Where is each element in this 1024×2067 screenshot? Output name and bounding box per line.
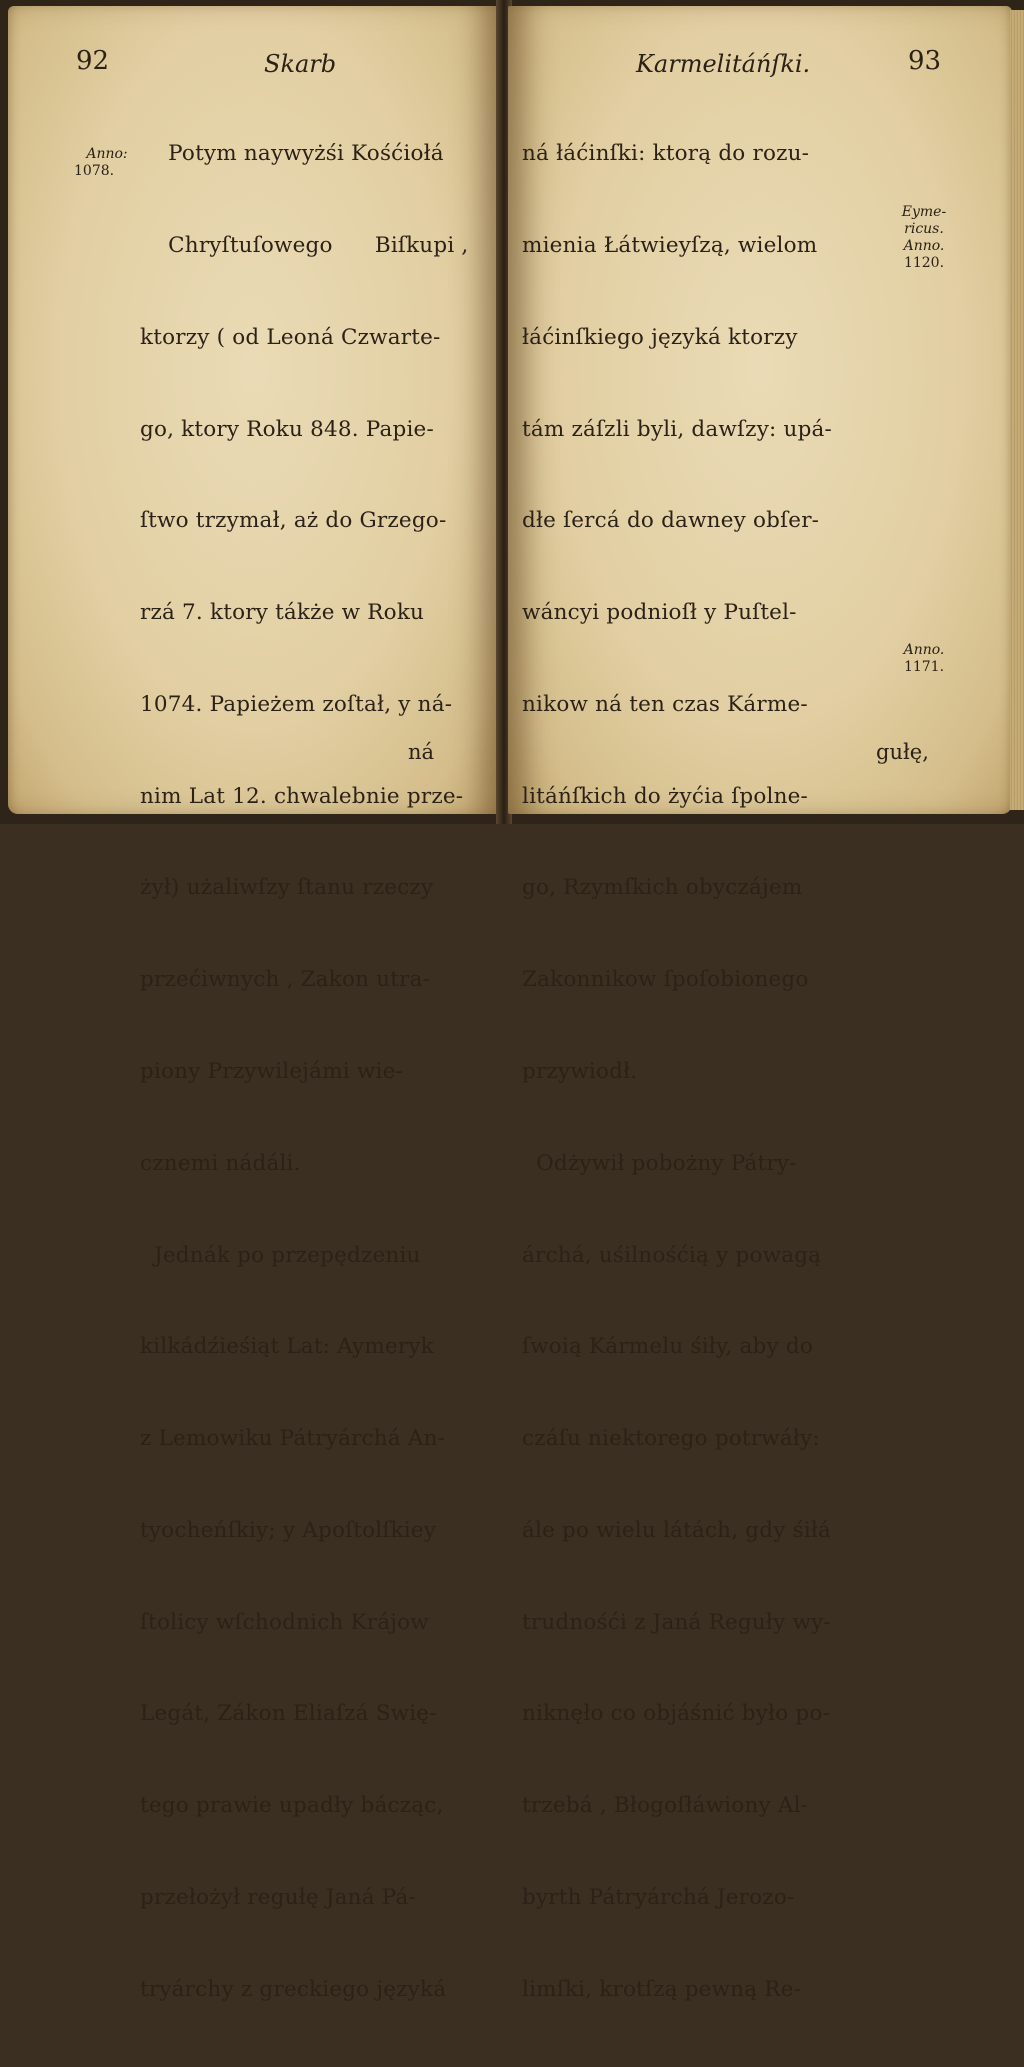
text-line: ſtwo trzymał, aż do Grzego- [140,508,447,534]
text-line: 1074. Papieżem zoſtał, y ná- [140,691,453,717]
right-page [508,6,1012,2002]
side-note-left [72,146,142,180]
text-line: trudnośći z Janá Reguły wy- [522,1609,831,1635]
side-note-label: Anno. [903,238,945,254]
side-note-year: 1120. [903,255,945,271]
text-line: przywiodł. [522,1059,638,1084]
text-line: byrth Pátryárchá Jerozo- [522,1885,795,1911]
side-note-year: 1171. [903,659,945,675]
text-line: Chryſtuſowego Biſkupi , [140,232,469,258]
page-number-right: 93 [908,46,942,76]
text-line: cznemi nádáli. [140,1150,301,1176]
text-line: Zakonnikow ſpoſobionego [522,967,809,993]
side-note-label: ricus. [904,221,944,237]
text-line: ſwoią Kármelu śiły, aby do [522,1334,813,1360]
text-line: limſki, krotſzą pewną Re- [522,1976,802,2002]
text-line: ná łáćinſki: ktorą do rozu- [522,141,810,167]
catchword-right: gułę, [876,740,929,764]
text-line: rzá 7. ktory tákże w Roku [140,600,425,626]
text-line: nim Lat 12. chwalebnie prze- [140,783,464,809]
text-line: árchá, uśilnośćią y powagą [522,1242,822,1268]
left-text-block [140,78,468,2067]
text-line: Potym naywyżśi Kośćiołá [140,141,444,167]
text-line: tám záſzli byli, dawſzy: upá- [522,416,833,442]
text-line: przećiwnych , Zakon utra- [140,967,431,993]
text-line: żył) użaliwſzy ſtanu rzeczy [140,875,434,901]
text-line: dłe ſercá do dawney obſer- [522,508,820,534]
running-title-left: Skarb [264,50,337,78]
side-note-right-2 [884,642,964,676]
side-note-label: Anno: [86,146,128,162]
running-title-right: Karmelitáńſki. [636,50,811,78]
text-line: ktorzy ( od Leoná Czwarte- [140,324,441,350]
side-note-year: 1078. [74,163,115,179]
text-line: go, ktory Roku 848. Papie- [140,416,434,442]
text-line: mienia Łátwieyſzą, wielom [522,232,818,258]
text-line: piony Przywilejámi wie- [140,1059,403,1084]
text-line: litáńſkich do żyćia ſpolne- [522,783,809,809]
catchword-left: ná [408,740,435,764]
text-line: kilkádźieśiąt Lat: Aymeryk [140,1334,434,1360]
text-line: ſtolicy wſchodnich Krájow [140,1609,429,1635]
text-line: z Lemowiku Pátryárchá An- [140,1426,446,1452]
text-line: Legát, Zákon Eliaſzá Swię- [140,1701,437,1727]
text-line: łáćinſkiego języká ktorzy [522,324,798,350]
page-number-left: 92 [76,46,110,76]
left-page [8,6,500,2002]
text-line: wáncyi podnioſł y Puſtel- [522,600,797,626]
side-note-right-1 [884,204,964,272]
text-line: przełożył regułę Janá Pá- [140,1885,416,1911]
text-line: niknęło co objáśnić było po- [522,1701,830,1727]
text-line: Jednák po przepędzeniu [140,1242,421,1268]
text-line: tyocheńſkiy; y Apoſtolſkiey [140,1517,437,1543]
side-note-label: Eyme- [901,204,947,220]
text-line: Odżywił pobożny Pátry- [522,1150,797,1176]
text-line: go, Rzymſkich obyczájem [522,875,803,901]
text-line: tego prawie upadły bácząc, [140,1793,444,1819]
page-edges [1010,10,1024,810]
side-note-label: Anno. [903,642,945,658]
text-line: tryárchy z greckiego języká [140,1976,447,2002]
text-line: czáſu niektorego potrwáły: [522,1426,820,1452]
text-line: nikow ná ten czas Kárme- [522,691,808,717]
right-text-block [522,78,832,2067]
text-line: trzebá , Błogoſłáwiony Al- [522,1793,809,1819]
text-line: ále po wielu látách, gdy śiłá [522,1517,832,1543]
